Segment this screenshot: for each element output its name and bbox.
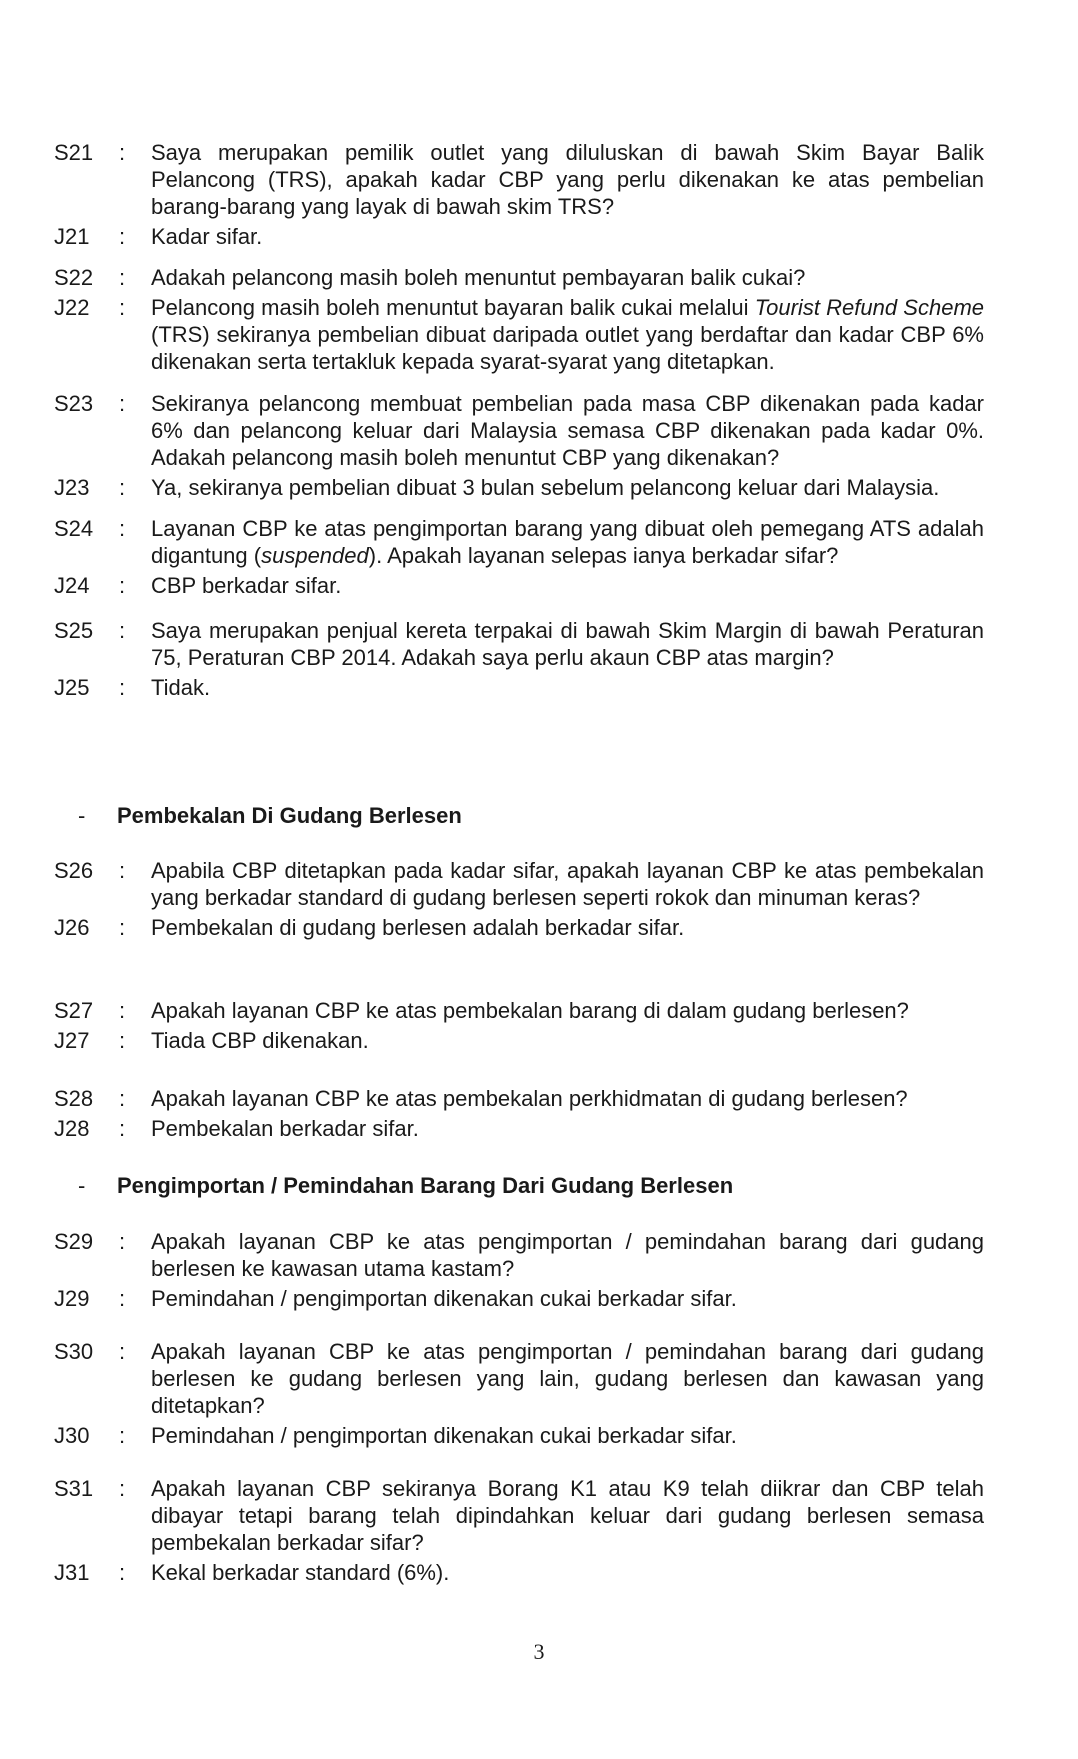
separator: : <box>119 573 126 598</box>
qa-block-25 <box>0 617 1078 701</box>
section-heading <box>0 1173 1078 1199</box>
question-text: Apabila CBP ditetapkan pada kadar sifar, apakah layanan CBP ke atas pembekalan yang berkadar standard di gudang berlesen seperti rokok dan minuman keras? <box>151 858 984 910</box>
question-text: Apakah layanan CBP ke atas pembekalan perkhidmatan di gudang berlesen? <box>151 1086 908 1111</box>
question-text: Saya merupakan penjual kereta terpakai di bawah Skim Margin di bawah Peraturan 75, Peraturan CBP 2014. Adakah saya perlu akaun CBP atas margin? <box>151 618 984 670</box>
qa-block-21 <box>0 139 1078 250</box>
answer-row <box>0 572 1078 599</box>
question-code: S31 <box>54 1476 94 1501</box>
separator: : <box>119 475 126 500</box>
question-row <box>0 515 1078 569</box>
answer-text: Tidak. <box>151 675 211 700</box>
answer-text: Pemindahan / pengimportan dikenakan cukai berkadar sifar. <box>151 1423 737 1448</box>
separator: : <box>119 618 126 643</box>
qa-block-31 <box>0 1475 1078 1586</box>
qa-block-28 <box>0 1085 1078 1142</box>
answer-row <box>0 1285 1078 1312</box>
question-code: S30 <box>54 1339 94 1364</box>
question-row <box>0 1228 1078 1282</box>
separator: : <box>119 295 126 320</box>
qa-block-30 <box>0 1338 1078 1449</box>
answer-code: J27 <box>54 1028 90 1053</box>
answer-code: J25 <box>54 675 90 700</box>
qa-block-26 <box>0 857 1078 941</box>
question-text: Layanan CBP ke atas pengimportan barang yang dibuat oleh pemegang ATS adalah digantung (suspended). Apakah layanan selepas ianya berkadar sifar? <box>151 516 984 568</box>
question-text: Apakah layanan CBP ke atas pengimportan / pemindahan barang dari gudang berlesen ke kawasan utama kastam? <box>151 1229 984 1281</box>
separator: : <box>119 1229 126 1254</box>
answer-text: Pelancong masih boleh menuntut bayaran balik cukai melalui Tourist Refund Scheme (TRS) sekiranya pembelian dibuat daripada outlet yang berdaftar dan kadar CBP 6% dikenakan serta tertakluk kepada syarat-syarat yang ditetapkan. <box>151 295 985 374</box>
question-code: S24 <box>54 516 94 541</box>
question-code: S27 <box>54 998 94 1023</box>
question-code: S25 <box>54 618 94 643</box>
qa-block-22 <box>0 264 1078 375</box>
qa-block-29 <box>0 1228 1078 1312</box>
heading-dash: - <box>78 1173 86 1198</box>
answer-text: Pemindahan / pengimportan dikenakan cukai berkadar sifar. <box>151 1286 737 1311</box>
question-row <box>0 857 1078 911</box>
question-code: S28 <box>54 1086 94 1111</box>
separator: : <box>119 1560 126 1585</box>
answer-text: Kekal berkadar standard (6%). <box>151 1560 450 1585</box>
question-row <box>0 617 1078 671</box>
question-row <box>0 390 1078 471</box>
answer-row <box>0 674 1078 701</box>
answer-code: J22 <box>54 295 90 320</box>
question-code: S22 <box>54 265 94 290</box>
separator: : <box>119 1423 126 1448</box>
separator: : <box>119 1086 126 1111</box>
question-text: Apakah layanan CBP ke atas pengimportan / pemindahan barang dari gudang berlesen ke gudang berlesen yang lain, gudang berlesen dan kawasan yang ditetapkan? <box>151 1339 984 1418</box>
answer-code: J26 <box>54 915 90 940</box>
answer-row <box>0 1559 1078 1586</box>
separator: : <box>119 391 126 416</box>
separator: : <box>119 675 126 700</box>
answer-text: Ya, sekiranya pembelian dibuat 3 bulan sebelum pelancong keluar dari Malaysia. <box>151 475 940 500</box>
answer-row <box>0 1027 1078 1054</box>
question-code: S26 <box>54 858 94 883</box>
separator: : <box>119 1286 126 1311</box>
answer-code: J30 <box>54 1423 90 1448</box>
heading-dash: - <box>78 803 86 828</box>
answer-row <box>0 1422 1078 1449</box>
separator: : <box>119 1339 126 1364</box>
answer-row <box>0 914 1078 941</box>
question-row <box>0 1085 1078 1112</box>
question-code: S29 <box>54 1229 94 1254</box>
qa-block-27 <box>0 997 1078 1054</box>
answer-row <box>0 1115 1078 1142</box>
question-row <box>0 997 1078 1024</box>
question-code: S21 <box>54 140 94 165</box>
question-text: Adakah pelancong masih boleh menuntut pembayaran balik cukai? <box>151 265 806 290</box>
separator: : <box>119 1116 126 1141</box>
question-text: Saya merupakan pemilik outlet yang diluluskan di bawah Skim Bayar Balik Pelancong (TRS), apakah kadar CBP yang perlu dikenakan ke atas pembelian barang-barang yang layak di bawah skim TRS? <box>151 140 984 219</box>
answer-code: J31 <box>54 1560 90 1585</box>
answer-text: Pembekalan berkadar sifar. <box>151 1116 419 1141</box>
question-text: Apakah layanan CBP ke atas pembekalan barang di dalam gudang berlesen? <box>151 998 909 1023</box>
separator: : <box>119 140 126 165</box>
separator: : <box>119 1476 126 1501</box>
italic-term: suspended <box>261 543 369 568</box>
answer-code: J23 <box>54 475 90 500</box>
separator: : <box>119 224 126 249</box>
heading-text: Pengimportan / Pemindahan Barang Dari Gudang Berlesen <box>117 1173 734 1198</box>
answer-code: J29 <box>54 1286 90 1311</box>
answer-row <box>0 294 1078 375</box>
separator: : <box>119 858 126 883</box>
answer-text: Tiada CBP dikenakan. <box>151 1028 369 1053</box>
question-row <box>0 264 1078 291</box>
italic-term: Tourist Refund Scheme <box>754 295 985 320</box>
answer-row <box>0 223 1078 250</box>
separator: : <box>119 915 126 940</box>
question-text: Apakah layanan CBP sekiranya Borang K1 atau K9 telah diikrar dan CBP telah dibayar tetapi barang telah dipindahkan keluar dari gudang berlesen semasa pembekalan berkadar sifar? <box>151 1476 984 1555</box>
answer-text: Pembekalan di gudang berlesen adalah berkadar sifar. <box>151 915 685 940</box>
question-row <box>0 1475 1078 1556</box>
question-text: Sekiranya pelancong membuat pembelian pada masa CBP dikenakan pada kadar 6% dan pelancong keluar dari Malaysia semasa CBP dikenakan pada kadar 0%. Adakah pelancong masih boleh menuntut CBP yang dikenakan? <box>151 391 984 470</box>
answer-code: J21 <box>54 224 90 249</box>
separator: : <box>119 1028 126 1053</box>
page-number: 3 <box>533 1639 545 1664</box>
question-code: S23 <box>54 391 94 416</box>
question-row <box>0 139 1078 220</box>
heading-text: Pembekalan Di Gudang Berlesen <box>117 803 462 828</box>
question-row <box>0 1338 1078 1419</box>
answer-text: Kadar sifar. <box>151 224 263 249</box>
qa-block-23 <box>0 390 1078 501</box>
separator: : <box>119 516 126 541</box>
answer-text: CBP berkadar sifar. <box>151 573 342 598</box>
section-heading <box>0 803 1078 829</box>
answer-code: J24 <box>54 573 90 598</box>
separator: : <box>119 998 126 1023</box>
qa-block-24 <box>0 515 1078 599</box>
answer-code: J28 <box>54 1116 90 1141</box>
answer-row <box>0 474 1078 501</box>
separator: : <box>119 265 126 290</box>
